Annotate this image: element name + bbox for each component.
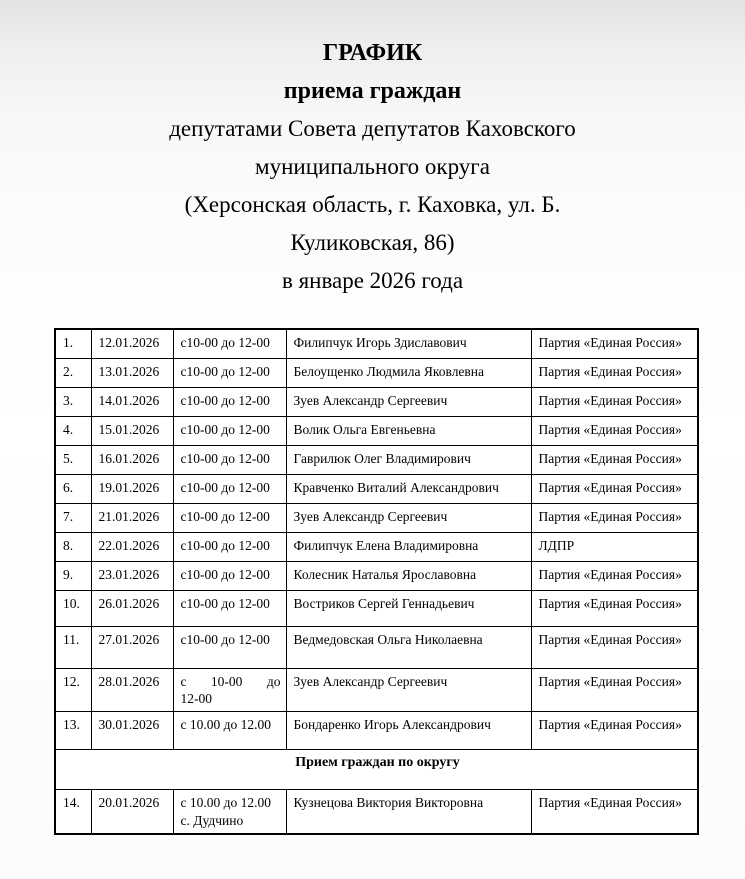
cell-number: 7. [55,503,91,532]
cell-number: 13. [55,712,91,750]
cell-time: с 10.00 до 12.00 [173,712,286,750]
cell-time: с10-00 до 12-00 [173,387,286,416]
document-title-block [0,0,745,300]
cell-date: 22.01.2026 [91,532,173,561]
cell-name: Кравченко Виталий Александрович [286,474,531,503]
cell-party: Партия «Единая Россия» [531,590,698,626]
cell-time: с10-00 до 12-00 [173,329,286,358]
time-line-1: с 10-00 до [180,673,281,689]
cell-time [173,668,286,712]
title-line: (Херсонская область, г. Каховка, ул. Б. [184,192,561,217]
table-row [55,790,698,834]
cell-name: Зуев Александр Сергеевич [286,668,531,712]
cell-number: 10. [55,590,91,626]
cell-time: с10-00 до 12-00 [173,358,286,387]
cell-party: Партия «Единая Россия» [531,358,698,387]
cell-date: 30.01.2026 [91,712,173,750]
table-row [55,329,698,358]
title-line: депутатами Совета депутатов Каховского [169,116,576,141]
time-line-1: с 10.00 до 12.00 [180,795,271,811]
cell-number: 9. [55,561,91,590]
cell-party: Партия «Единая Россия» [531,712,698,750]
cell-party: Партия «Единая Россия» [531,329,698,358]
cell-date: 20.01.2026 [91,790,173,834]
cell-time: с10-00 до 12-00 [173,445,286,474]
cell-number: 3. [55,387,91,416]
cell-name: Гаврилюк Олег Владимирович [286,445,531,474]
cell-number: 1. [55,329,91,358]
cell-party: Партия «Единая Россия» [531,474,698,503]
cell-party: Партия «Единая Россия» [531,387,698,416]
table-row [55,561,698,590]
table-row [55,358,698,387]
cell-party: Партия «Единая Россия» [531,561,698,590]
cell-date: 13.01.2026 [91,358,173,387]
cell-party: Партия «Единая Россия» [531,626,698,668]
cell-number: 2. [55,358,91,387]
title-line: Куликовская, 86) [290,230,455,255]
cell-date: 27.01.2026 [91,626,173,668]
cell-time: с10-00 до 12-00 [173,561,286,590]
cell-party: Партия «Единая Россия» [531,445,698,474]
cell-date: 28.01.2026 [91,668,173,712]
cell-party: ЛДПР [531,532,698,561]
table-row [55,503,698,532]
cell-time: с10-00 до 12-00 [173,474,286,503]
cell-name: Востриков Сергей Геннадьевич [286,590,531,626]
cell-name: Филипчук Игорь Здиславович [286,329,531,358]
cell-number: 4. [55,416,91,445]
time-line-2: 12-00 [180,691,212,707]
cell-name: Бондаренко Игорь Александрович [286,712,531,750]
cell-time: с10-00 до 12-00 [173,532,286,561]
cell-party: Партия «Единая Россия» [531,668,698,712]
title-line: в январе 2026 года [281,268,464,293]
title-line: ГРАФИК [322,40,423,66]
table-row [55,445,698,474]
cell-time: с10-00 до 12-00 [173,416,286,445]
cell-name: Колесник Наталья Ярославовна [286,561,531,590]
cell-date: 15.01.2026 [91,416,173,445]
cell-date: 26.01.2026 [91,590,173,626]
table-row [55,416,698,445]
cell-number: 11. [55,626,91,668]
title-line: муниципального округа [255,154,490,179]
cell-name: Зуев Александр Сергеевич [286,387,531,416]
cell-date: 12.01.2026 [91,329,173,358]
cell-name: Зуев Александр Сергеевич [286,503,531,532]
time-line-2: с. Дудчино [180,812,244,828]
table-row [55,668,698,712]
table-row [55,532,698,561]
table-row [55,474,698,503]
title-line: приема граждан [283,78,462,104]
cell-name: Филипчук Елена Владимировна [286,532,531,561]
cell-name: Белоущенко Людмила Яковлевна [286,358,531,387]
cell-date: 16.01.2026 [91,445,173,474]
section-header: Прием граждан по округу [55,750,698,790]
cell-number: 8. [55,532,91,561]
cell-time [173,790,286,834]
reception-schedule-table [54,328,699,835]
cell-time: с10-00 до 12-00 [173,590,286,626]
cell-time: с10-00 до 12-00 [173,503,286,532]
cell-time: с10-00 до 12-00 [173,626,286,668]
table-row [55,590,698,626]
cell-date: 14.01.2026 [91,387,173,416]
section-header-row [55,750,698,790]
cell-name: Волик Ольга Евгеньевна [286,416,531,445]
table-row [55,712,698,750]
cell-name: Кузнецова Виктория Викторовна [286,790,531,834]
cell-party: Партия «Единая Россия» [531,416,698,445]
cell-date: 21.01.2026 [91,503,173,532]
cell-party: Партия «Единая Россия» [531,503,698,532]
cell-number: 6. [55,474,91,503]
cell-number: 5. [55,445,91,474]
cell-date: 23.01.2026 [91,561,173,590]
cell-number: 14. [55,790,91,834]
cell-number: 12. [55,668,91,712]
cell-date: 19.01.2026 [91,474,173,503]
cell-party: Партия «Единая Россия» [531,790,698,834]
table-row [55,387,698,416]
cell-name: Ведмедовская Ольга Николаевна [286,626,531,668]
table-row [55,626,698,668]
